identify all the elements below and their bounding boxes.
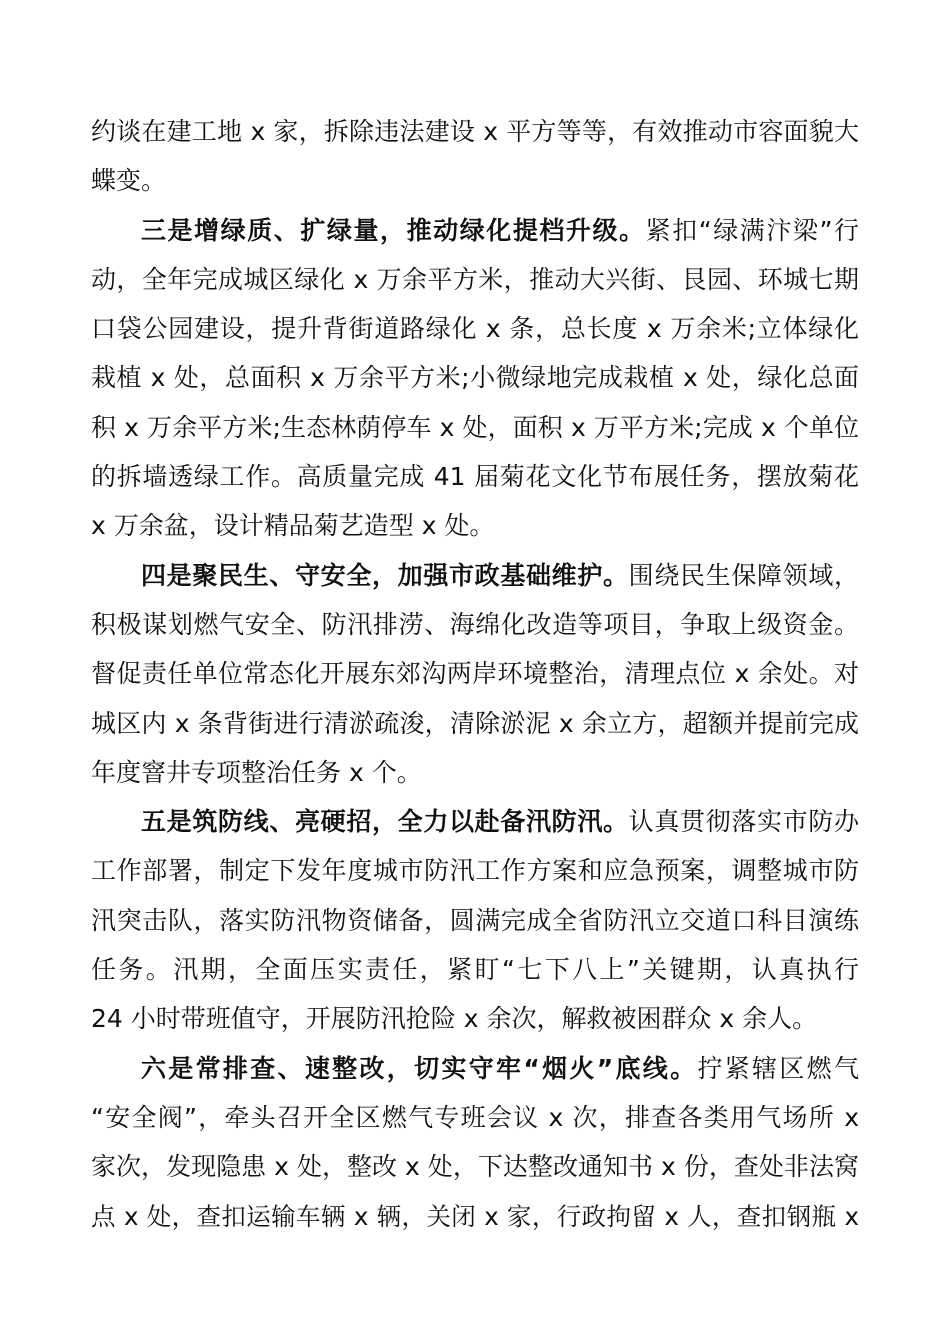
text-line: 汛突击队，落实防汛物资储备，圆满完成全省防汛立交道口科目演练 bbox=[91, 905, 859, 935]
paragraph bbox=[91, 797, 859, 1043]
text-run: 围绕民生保障领域， bbox=[628, 560, 859, 590]
text-line: 蝶变。 bbox=[91, 166, 167, 196]
paragraph bbox=[91, 206, 859, 551]
text-line: 24 小时带班值守，开展防汛抢险 x 余次，解救被困群众 x 余人。 bbox=[91, 1004, 818, 1034]
paragraph-heading: 五是筑防线、亮硬招，全力以赴备汛防汛。 bbox=[141, 807, 629, 837]
paragraph-first-line bbox=[91, 206, 859, 255]
text-line: 年度窨井专项整治任务 x 个。 bbox=[91, 757, 422, 787]
text-run: 拧紧辖区燃气 bbox=[697, 1053, 859, 1083]
text-run: 紧扣“绿满汴梁”行 bbox=[645, 215, 859, 245]
text-run: 认真贯彻落实市防办 bbox=[628, 807, 859, 837]
text-line: 的拆墙透绿工作。高质量完成 41 届菊花文化节布展任务，摆放菊花 bbox=[91, 462, 859, 492]
paragraph-heading: 六是常排查、速整改，切实守牢“烟火”底线。 bbox=[141, 1053, 698, 1083]
paragraph-heading: 四是聚民生、守安全，加强市政基础维护。 bbox=[141, 560, 629, 590]
text-line: 点 x 处，查扣运输车辆 x 辆，关闭 x 家，行政拘留 x 人，查扣钢瓶 x bbox=[91, 1201, 859, 1231]
text-line: “安全阀”，牵头召开全区燃气专班会议 x 次，排查各类用气场所 x bbox=[91, 1102, 859, 1132]
paragraph-first-line bbox=[91, 797, 859, 846]
text-line: 积极谋划燃气安全、防汛排涝、海绵化改造等项目，争取上级资金。 bbox=[91, 609, 859, 639]
text-line: x 万余盆，设计精品菊艺造型 x 处。 bbox=[91, 511, 495, 541]
document-body bbox=[91, 107, 859, 1241]
text-line: 口袋公园建设，提升背街道路绿化 x 条，总长度 x 万余米;立体绿化 bbox=[91, 314, 859, 344]
paragraph-first-line bbox=[91, 1044, 859, 1093]
text-line: 栽植 x 处，总面积 x 万余平方米;小微绿地完成栽植 x 处，绿化总面 bbox=[91, 363, 859, 393]
paragraph bbox=[91, 551, 859, 797]
text-line: 动，全年完成城区绿化 x 万余平方米，推动大兴街、艮园、环城七期 bbox=[91, 264, 859, 294]
paragraph bbox=[91, 1044, 859, 1241]
text-line: 积 x 万余平方米;生态林荫停车 x 处，面积 x 万平方米;完成 x 个单位 bbox=[91, 412, 859, 442]
paragraph-first-line bbox=[91, 551, 859, 600]
text-line: 城区内 x 条背街进行清淤疏浚，清除淤泥 x 余立方，超额并提前完成 bbox=[91, 708, 859, 738]
paragraph-heading: 三是增绿质、扩绿量，推动绿化提档升级。 bbox=[141, 215, 646, 245]
text-line: 督促责任单位常态化开展东郊沟两岸环境整治，清理点位 x 余处。对 bbox=[91, 659, 859, 689]
text-line: 约谈在建工地 x 家，拆除违法建设 x 平方等等，有效推动市容面貌大 bbox=[91, 117, 859, 146]
text-line: 家次，发现隐患 x 处，整改 x 处，下达整改通知书 x 份，查处非法窝 bbox=[91, 1152, 859, 1182]
text-line: 工作部署，制定下发年度城市防汛工作方案和应急预案，调整城市防 bbox=[91, 856, 859, 886]
text-line: 任务。汛期，全面压实责任，紧盯“七下八上”关键期，认真执行 bbox=[91, 955, 859, 985]
paragraph bbox=[91, 107, 859, 206]
